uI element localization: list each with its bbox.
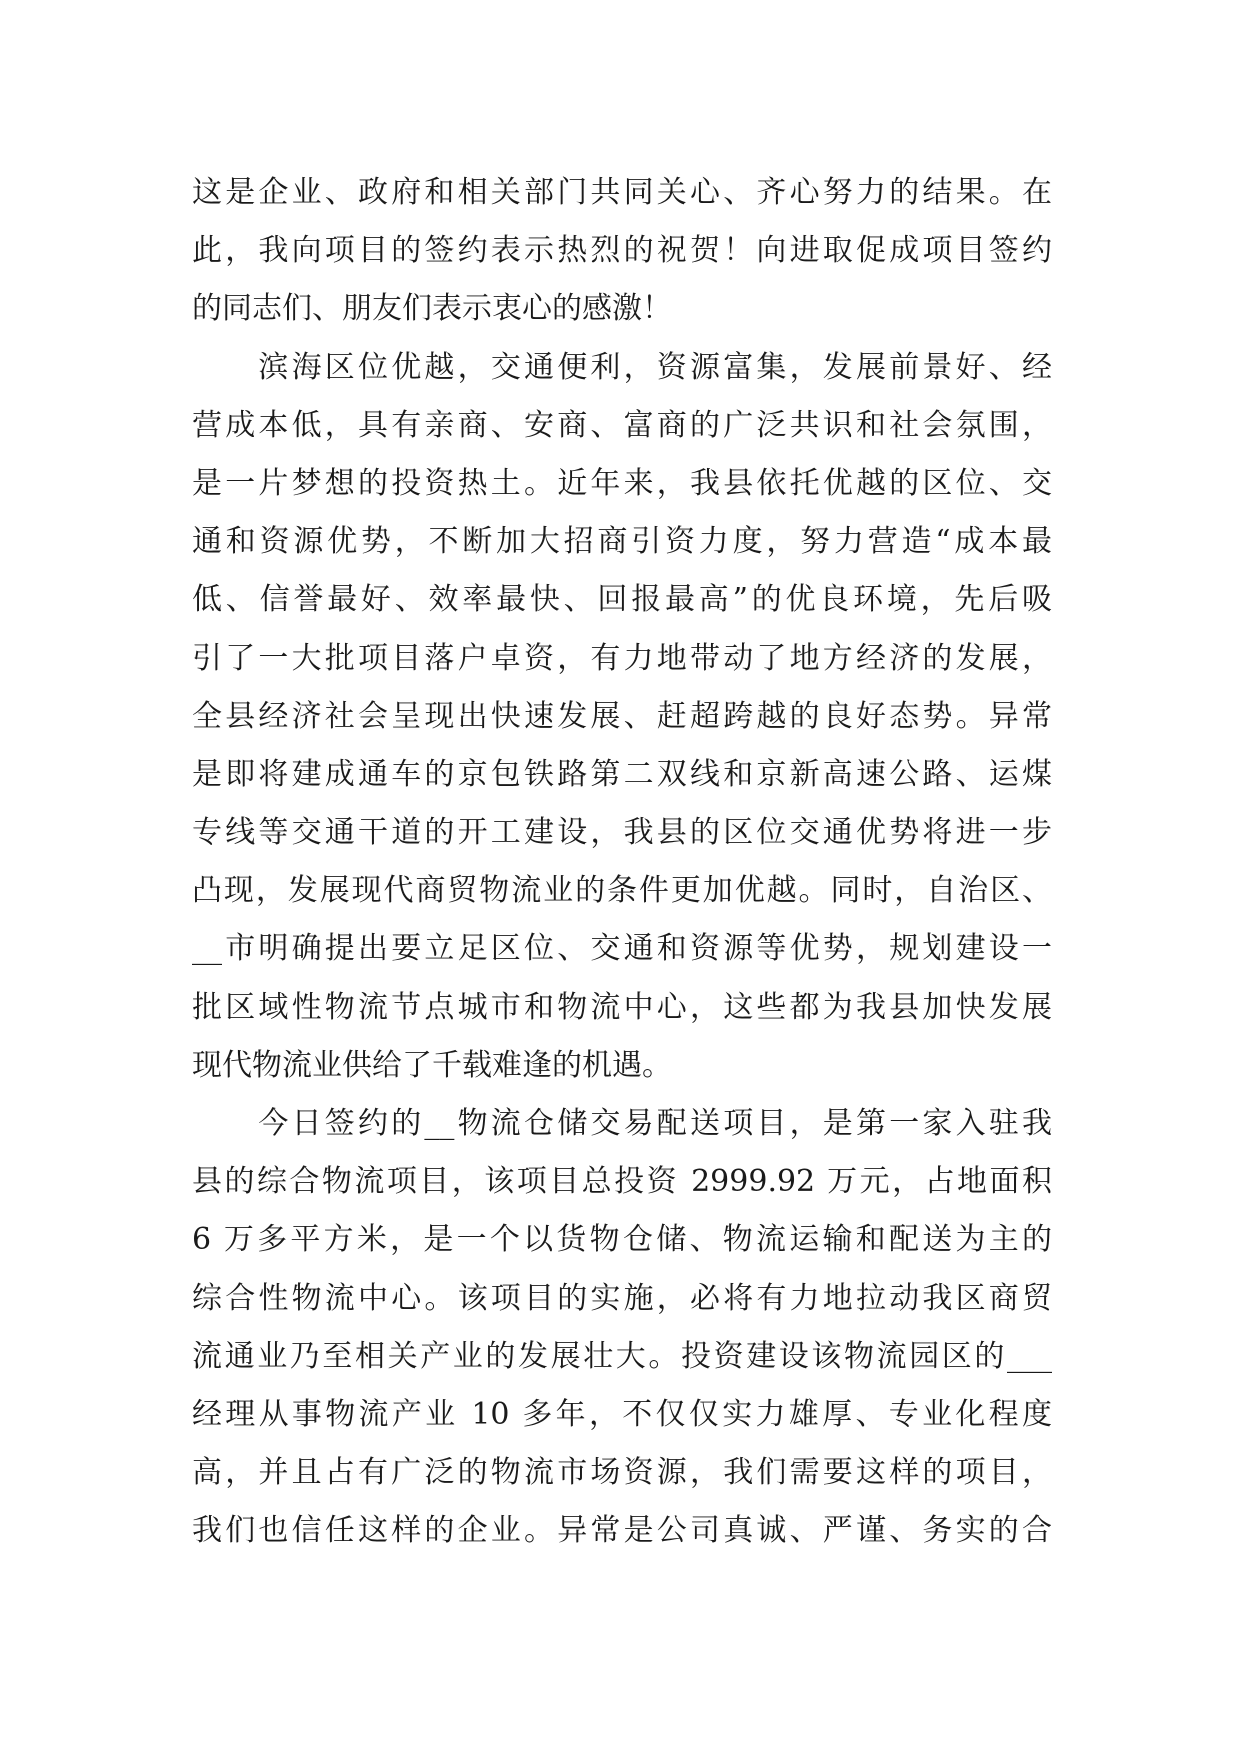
text-line: 的同志们、朋友们表示衷心的感激！ xyxy=(192,291,672,327)
text-line: 县的综合物流项目，该项目总投资 2999.92 万元，占地面积 xyxy=(192,1164,1052,1200)
text-line: 6 万多平方米，是一个以货物仓储、物流运输和配送为主的 xyxy=(192,1222,1052,1258)
text-line: 流通业乃至相关产业的发展壮大。投资建设该物流园区的___ xyxy=(192,1338,1052,1374)
text-line: 通和资源优势，不断加大招商引资力度，努力营造“成本最 xyxy=(192,524,1052,560)
text-line: 此，我向项目的签约表示热烈的祝贺！向进取促成项目签约 xyxy=(192,233,1052,269)
text-line: 引了一大批项目落户卓资，有力地带动了地方经济的发展， xyxy=(192,640,1052,676)
text-line: 滨海区位优越，交通便利，资源富集，发展前景好、经 xyxy=(192,349,1052,385)
text-line: 综合性物流中心。该项目的实施，必将有力地拉动我区商贸 xyxy=(192,1280,1052,1316)
text-line: 是一片梦想的投资热土。近年来，我县依托优越的区位、交 xyxy=(192,465,1052,501)
text-line: __市明确提出要立足区位、交通和资源等优势，规划建设一 xyxy=(192,931,1052,967)
text-line: 我们也信任这样的企业。异常是公司真诚、严谨、务实的合 xyxy=(192,1513,1052,1549)
text-line: 低、信誉最好、效率最快、回报最高”的优良环境，先后吸 xyxy=(192,582,1052,618)
text-line: 这是企业、政府和相关部门共同关心、齐心努力的结果。在 xyxy=(192,175,1052,210)
text-line: 批区域性物流节点城市和物流中心，这些都为我县加快发展 xyxy=(192,989,1052,1025)
text-line: 全县经济社会呈现出快速发展、赶超跨越的良好态势。异常 xyxy=(192,698,1052,734)
text-line: 今日签约的__物流仓储交易配送项目，是第一家入驻我 xyxy=(192,1106,1052,1141)
text-line: 现代物流业供给了千载难逢的机遇。 xyxy=(192,1047,672,1083)
text-line: 营成本低，具有亲商、安商、富商的广泛共识和社会氛围， xyxy=(192,407,1052,443)
text-line: 是即将建成通车的京包铁路第二双线和京新高速公路、运煤 xyxy=(192,756,1052,792)
text-line: 凸现，发展现代商贸物流业的条件更加优越。同时，自治区、 xyxy=(192,873,1052,909)
text-line: 高，并且占有广泛的物流市场资源，我们需要这样的项目， xyxy=(192,1455,1052,1491)
document-body xyxy=(192,164,1052,1561)
text-line: 经理从事物流产业 10 多年，不仅仅实力雄厚、专业化程度 xyxy=(192,1396,1052,1432)
text-line: 专线等交通干道的开工建设，我县的区位交通优势将进一步 xyxy=(192,815,1052,851)
